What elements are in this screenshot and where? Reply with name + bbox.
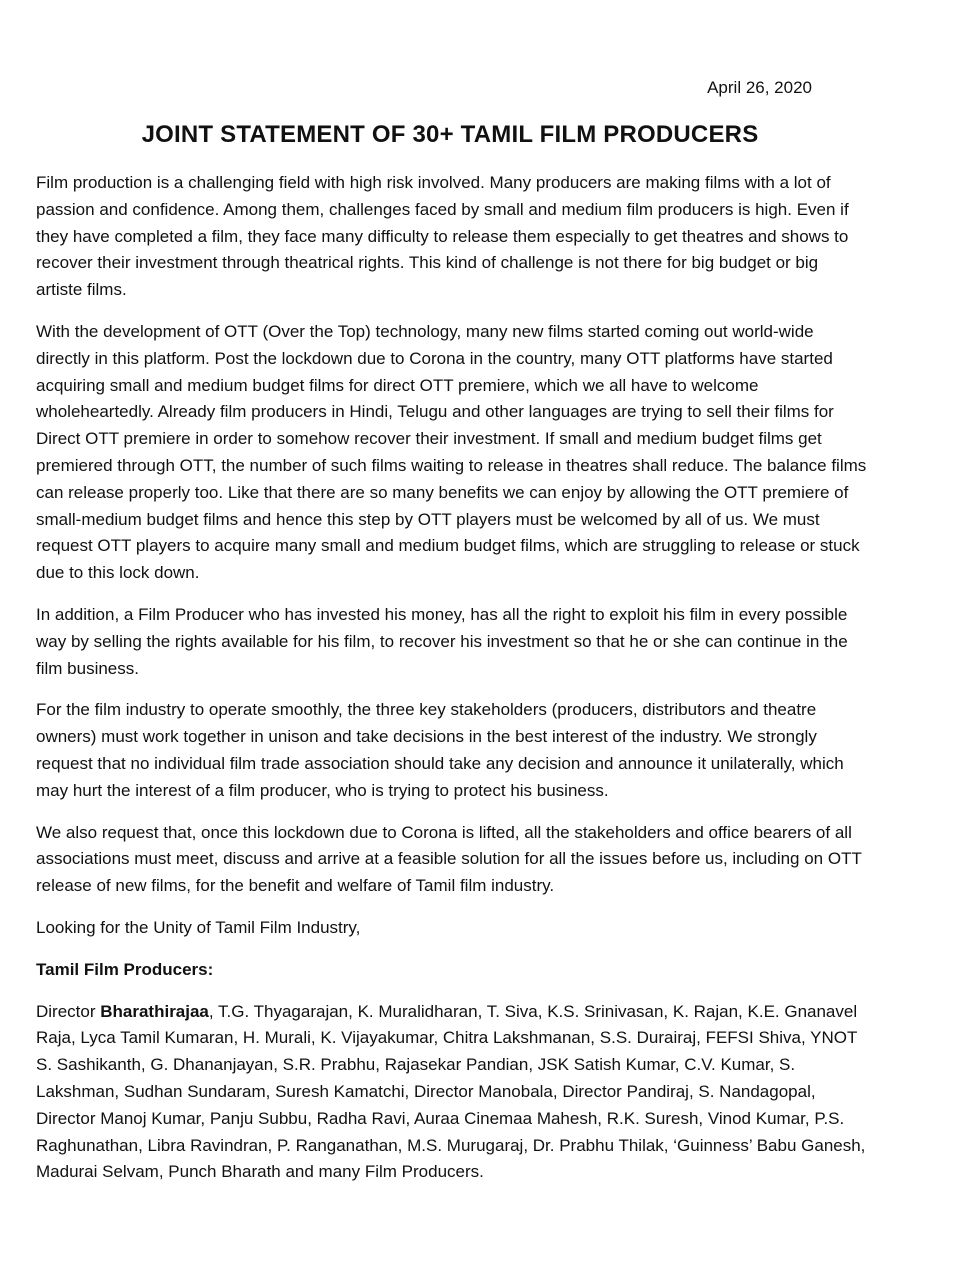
signoff-line: Looking for the Unity of Tamil Film Industry,	[36, 917, 361, 937]
paragraph-5: We also request that, once this lockdown due to Corona is lifted, all the stakeholders and office bearers of all associations must meet, discuss and arrive at a feasible solution for all the issues before us, including on OTT release of new films, for the benefit and welfare of Tamil film industry.	[36, 822, 862, 896]
signatory-lead: Bharathirajaa	[100, 1001, 209, 1021]
signatories-heading: Tamil Film Producers:	[36, 959, 214, 979]
signatories-list	[36, 999, 868, 1187]
statement-body	[36, 170, 868, 1186]
signatories-prefix: Director	[36, 1001, 101, 1021]
statement-date: April 26, 2020	[707, 78, 812, 97]
statement-title: JOINT STATEMENT OF 30+ TAMIL FILM PRODUCERS	[141, 121, 759, 148]
paragraph-3: In addition, a Film Producer who has invested his money, has all the right to exploit his film in every possible way by selling the rights available for his film, to recover his investment so that he or she can continue in the film business.	[36, 604, 848, 678]
paragraph-2: With the development of OTT (Over the Top) technology, many new films started coming out world-wide directly in this platform. Post the lockdown due to Corona in the country, many OTT platforms have started acquiring small and medium budget films for direct OTT premiere, which we all have to welcome wholeheartedly. Already film producers in Hindi, Telugu and other languages are trying to sell their films for Direct OTT premiere in order to somehow recover their investment. If small and medium budget films get premiered through OTT, the number of such films waiting to release in theatres shall reduce. The balance films can release properly too. Like that there are so many benefits we can enjoy by allowing the OTT premiere of small-medium budget films and hence this step by OTT players must be welcomed by all of us. We must request OTT players to acquire many small and medium budget films, which are struggling to release or stuck due to this lock down.	[36, 321, 867, 583]
paragraph-1: Film production is a challenging field with high risk involved. Many producers are making films with a lot of passion and confidence. Among them, challenges faced by small and medium film producers is high. Even if they have completed a film, they face many difficulty to release them especially to get theatres and shows to recover their investment through theatrical rights. This kind of challenge is not there for big budget or big artiste films.	[36, 173, 849, 300]
signatories-rest: , T.G. Thyagarajan, K. Muralidharan, T. Siva, K.S. Srinivasan, K. Rajan, K.E. Gnanavel Raja, Lyca Tamil Kumaran, H. Murali, K. Vijayakumar, Chitra Lakshmanan, S.S. Durairaj, FEFSI Shiva, YNOT S. Sashikanth, G. Dhananjayan, S.R. Prabhu, Rajasekar Pandian, JSK Satish Kumar, C.V. Kumar, S. Lakshman, Sudhan Sundaram, Suresh Kamatchi, Director Manobala, Director Pandiraj, S. Nandagopal, Director Manoj Kumar, Panju Subbu, Radha Ravi, Auraa Cinemaa Mahesh, R.K. Suresh, Vinod Kumar, P.S. Raghunathan, Libra Ravindran, P. Ranganathan, M.S. Murugaraj, Dr. Prabhu Thilak, ‘Guinness’ Babu Ganesh, Madurai Selvam, Punch Bharath and many Film Producers.	[36, 1001, 866, 1182]
paragraph-4: For the film industry to operate smoothly, the three key stakeholders (producers, distributors and theatre owners) must work together in unison and take decisions in the best interest of the industry. We strongly request that no individual film trade association should take any decision and announce it unilaterally, which may hurt the interest of a film producer, who is trying to protect his business.	[36, 700, 844, 800]
